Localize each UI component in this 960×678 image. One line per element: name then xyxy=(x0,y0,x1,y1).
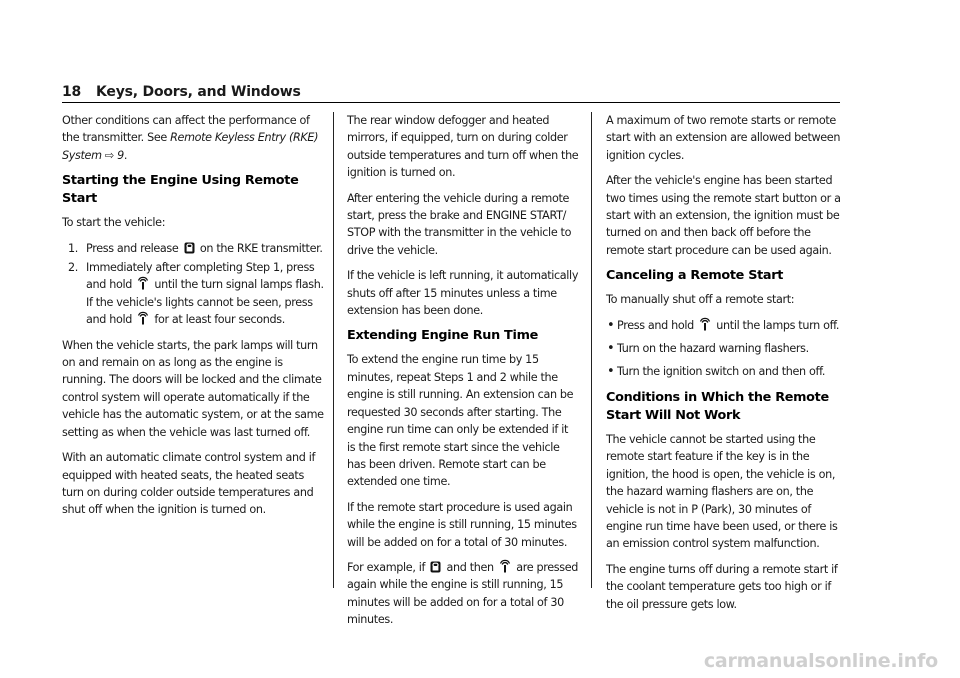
text: and then xyxy=(446,560,494,574)
text: until the lamps turn off. xyxy=(716,318,840,332)
text: are pressed again while the engine is still running, 15 minutes will be added on for a total of 30 minutes. xyxy=(347,560,579,627)
heading-extending-run-time: Extending Engine Run Time xyxy=(347,328,538,344)
section-title: Keys, Doors, and Windows xyxy=(96,84,301,100)
paragraph-extend: To extend the engine run time by 15 minutes, repeat Steps 1 and 2 while the engine is still running. An extension can be requested 30 seconds after starting. The engine run time can only be extended if it is the first remote start since the vehicle has been driven. Remote start can be extended one time. xyxy=(347,353,574,489)
heading-conditions: Conditions in Which the Remote Start Will Not Work xyxy=(606,389,829,423)
watermark: carmanualsonline.info xyxy=(703,650,938,672)
paragraph-heated-seats: With an automatic climate control system and if equipped with heated seats, the heated seats turn on during colder outside temperatures and shut off when the ignition is turned on. xyxy=(62,451,316,517)
list-item xyxy=(62,240,324,257)
column-1 xyxy=(62,112,324,527)
paragraph-cannot-start: The vehicle cannot be started using the remote start feature if the key is in the ignition, the hood is open, the vehicle is on, the hazard warning flashers are on, the vehicle is not in P (Park), 30 minutes of engine run time have been used, or there is an emission control system malfunction. xyxy=(606,432,838,551)
heading-starting-engine: Starting the Engine Using Remote Start xyxy=(62,173,299,207)
lock-icon xyxy=(184,242,195,254)
remote-start-icon xyxy=(137,276,149,290)
page-ref-arrow: ⇨ xyxy=(101,148,118,162)
remote-start-icon xyxy=(137,311,149,325)
step-number: 2. xyxy=(68,261,78,275)
paragraph-after-entering: After entering the vehicle during a remote start, press the brake and ENGINE START/ STOP with the transmitter in the vehicle to drive the vehicle. xyxy=(347,191,572,257)
paragraph-used-again: If the remote start procedure is used again while the engine is still running, 15 minutes will be added on for a total of 30 minutes. xyxy=(347,500,577,549)
page-header xyxy=(62,84,840,103)
rke-page-link[interactable]: 9 xyxy=(117,148,124,162)
start-steps xyxy=(62,240,324,329)
text: for at least four seconds. xyxy=(154,313,285,327)
rke-system-link[interactable]: Remote Keyless Entry (RKE) System xyxy=(62,131,319,162)
heading-canceling: Canceling a Remote Start xyxy=(606,268,784,284)
list-item xyxy=(606,317,844,334)
page-number: 18 xyxy=(62,84,82,100)
column-3 xyxy=(606,112,844,621)
list-item xyxy=(62,259,324,329)
cancel-options xyxy=(606,317,844,381)
paragraph-to-start: To start the vehicle: xyxy=(62,216,166,230)
text: . xyxy=(123,148,128,162)
text: Press and hold xyxy=(617,318,694,332)
text: Press and release xyxy=(86,241,179,255)
paragraph-left-running: If the vehicle is left running, it automatically shuts off after 15 minutes unless a time extension has been done. xyxy=(347,269,579,318)
column-divider xyxy=(591,112,592,588)
paragraph-transmitter xyxy=(62,112,324,164)
paragraph-park-lamps: When the vehicle starts, the park lamps will turn on and remain on as long as the engine is running. The doors will be locked and the climate control system will operate automatically if the vehicle has the automatic system, or at the same setting as when the vehicle was last turned off. xyxy=(62,338,324,439)
text: on the RKE transmitter. xyxy=(199,241,323,255)
text: Immediately after completing Step 1, press and hold xyxy=(86,261,315,292)
paragraph-engine-turns-off: The engine turns off during a remote start if the coolant temperature gets too high or if the oil pressure gets low. xyxy=(606,562,838,611)
text: Other conditions can affect the performance of the transmitter. See xyxy=(62,114,310,145)
step-number: 1. xyxy=(68,241,78,255)
paragraph-manual-shutoff: To manually shut off a remote start: xyxy=(606,293,795,307)
remote-start-icon xyxy=(699,317,711,331)
paragraph-defogger: The rear window defogger and heated mirrors, if equipped, turn on during colder outside temperatures and turn off when the ignition is turned on. xyxy=(347,114,579,180)
paragraph-maximum: A maximum of two remote starts or remote start with an extension are allowed between ignition cycles. xyxy=(606,114,841,162)
lock-icon xyxy=(430,561,441,573)
list-item: • Turn the ignition switch on and then off. xyxy=(606,363,844,380)
paragraph-started-twice: After the vehicle's engine has been started two times using the remote start button or a start with an extension, the ignition must be turned on and then back off before the remote start procedure can be used again. xyxy=(606,174,841,257)
column-2 xyxy=(347,112,579,637)
list-item: • Turn on the hazard warning flashers. xyxy=(606,340,844,357)
paragraph-example xyxy=(347,559,579,629)
text: until the turn signal lamps flash. If the vehicle's lights cannot be seen, press and hold xyxy=(86,278,324,327)
text: For example, if xyxy=(347,560,426,574)
remote-start-icon xyxy=(499,559,511,573)
column-divider xyxy=(333,112,334,588)
